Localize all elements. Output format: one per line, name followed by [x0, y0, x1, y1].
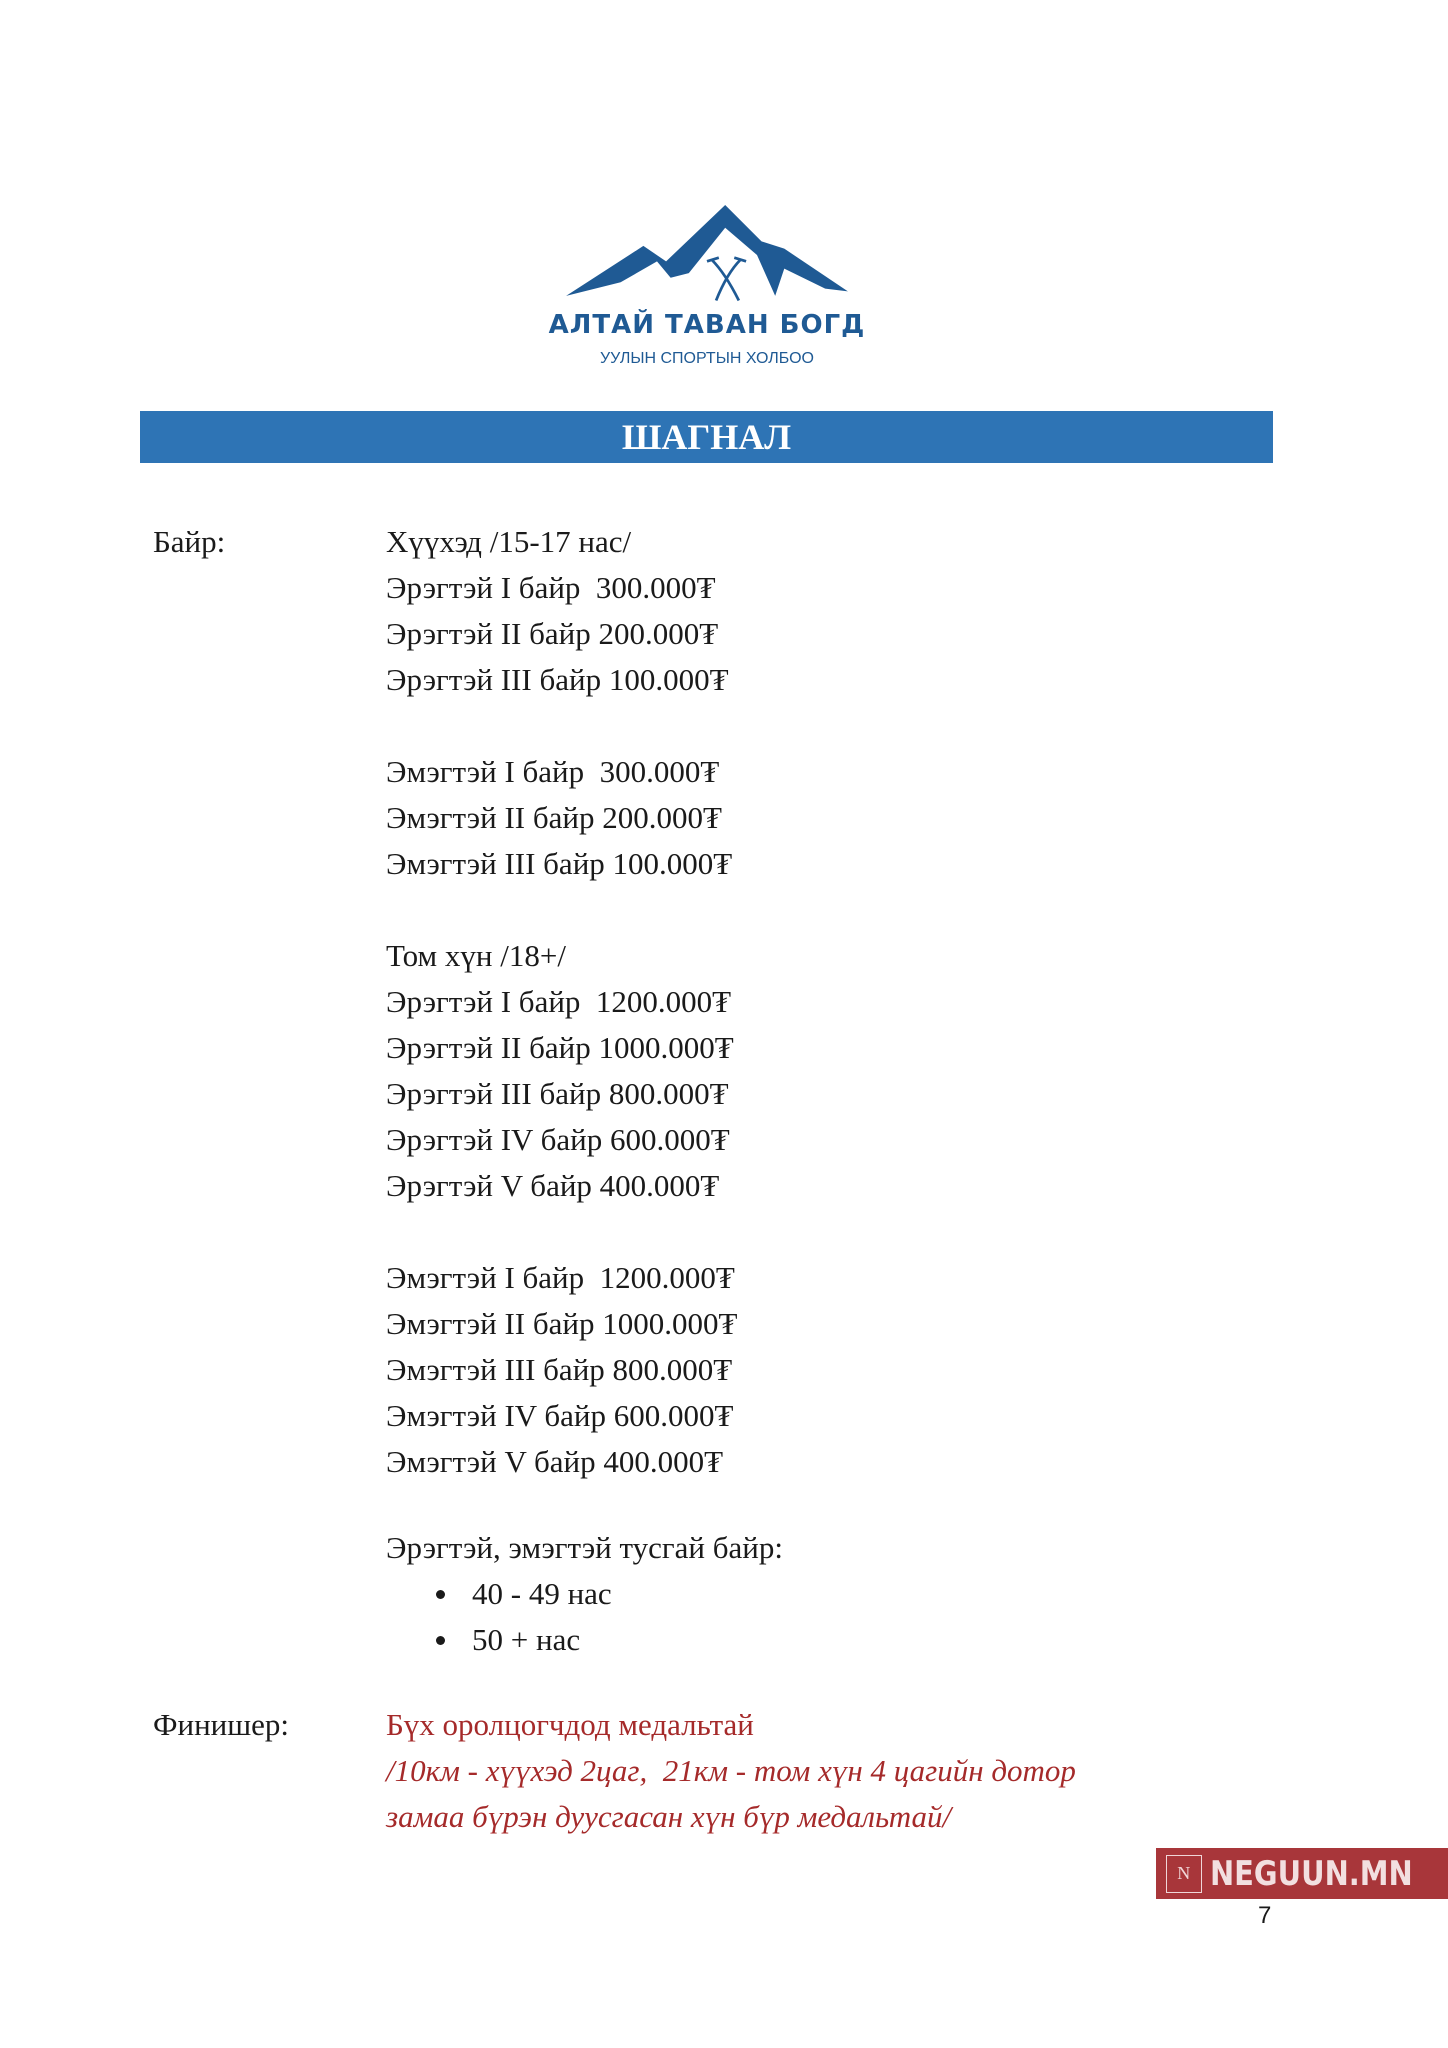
- finisher-line: Бүх оролцогчдод медальтай: [386, 1707, 754, 1742]
- prize-line: Эмэгтэй II байр 1000.000₮: [386, 1306, 738, 1341]
- prize-line: Эрэгтэй V байр 400.000₮: [386, 1168, 720, 1203]
- finisher-line: /10км - хүүхэд 2цаг, 21км - том хүн 4 цагийн дотор: [386, 1753, 1076, 1788]
- special-item: 40 - 49 нас: [386, 1571, 783, 1617]
- page-number: 7: [1258, 1902, 1272, 1929]
- prize-line: Эмэгтэй II байр 200.000₮: [386, 800, 722, 835]
- place-list: [386, 519, 783, 1663]
- section-heading: ШАГНАЛ: [140, 411, 1273, 463]
- logo-title: АЛТАЙ ТАВАН БОГД: [548, 310, 866, 340]
- prize-line: Эмэгтэй I байр 300.000₮: [386, 754, 720, 789]
- prize-line: Эрэгтэй III байр 800.000₮: [386, 1076, 729, 1111]
- place-label: Байр:: [153, 524, 226, 559]
- prize-line: Эрэгтэй II байр 1000.000₮: [386, 1030, 734, 1065]
- prize-line: Эрэгтэй III байр 100.000₮: [386, 662, 729, 697]
- watermark-text: NEGUUN.MN: [1209, 1853, 1413, 1894]
- adult-title: Том хүн /18+/: [386, 938, 566, 973]
- prize-line: Эрэгтэй IV байр 600.000₮: [386, 1122, 730, 1157]
- mountain-logo-icon: [552, 205, 862, 305]
- prize-line: Эрэгтэй I байр 1200.000₮: [386, 984, 732, 1019]
- logo: [527, 205, 887, 375]
- logo-subtitle: УУЛЫН СПОРТЫН ХОЛБОО: [600, 350, 814, 367]
- finisher-text: [386, 1702, 1076, 1840]
- prize-line: Эмэгтэй IV байр 600.000₮: [386, 1398, 734, 1433]
- prize-line: Эрэгтэй I байр 300.000₮: [386, 570, 716, 605]
- watermark-badge: [1156, 1848, 1448, 1899]
- special-list: [386, 1571, 783, 1663]
- prize-line: Эмэгтэй V байр 400.000₮: [386, 1444, 724, 1479]
- special-title: Эрэгтэй, эмэгтэй тусгай байр:: [386, 1530, 783, 1565]
- prize-line: Эмэгтэй III байр 800.000₮: [386, 1352, 733, 1387]
- neguun-logo-icon: N: [1166, 1855, 1202, 1893]
- prize-line: Эрэгтэй II байр 200.000₮: [386, 616, 719, 651]
- prize-line: Эмэгтэй I байр 1200.000₮: [386, 1260, 735, 1295]
- finisher-line: замаа бүрэн дуусгасан хүн бүр медальтай/: [386, 1799, 952, 1834]
- prize-line: Эмэгтэй III байр 100.000₮: [386, 846, 733, 881]
- special-item: 50 + нас: [386, 1617, 783, 1663]
- finisher-label: Финишер:: [153, 1707, 290, 1742]
- children-title: Хүүхэд /15-17 нас/: [386, 524, 632, 559]
